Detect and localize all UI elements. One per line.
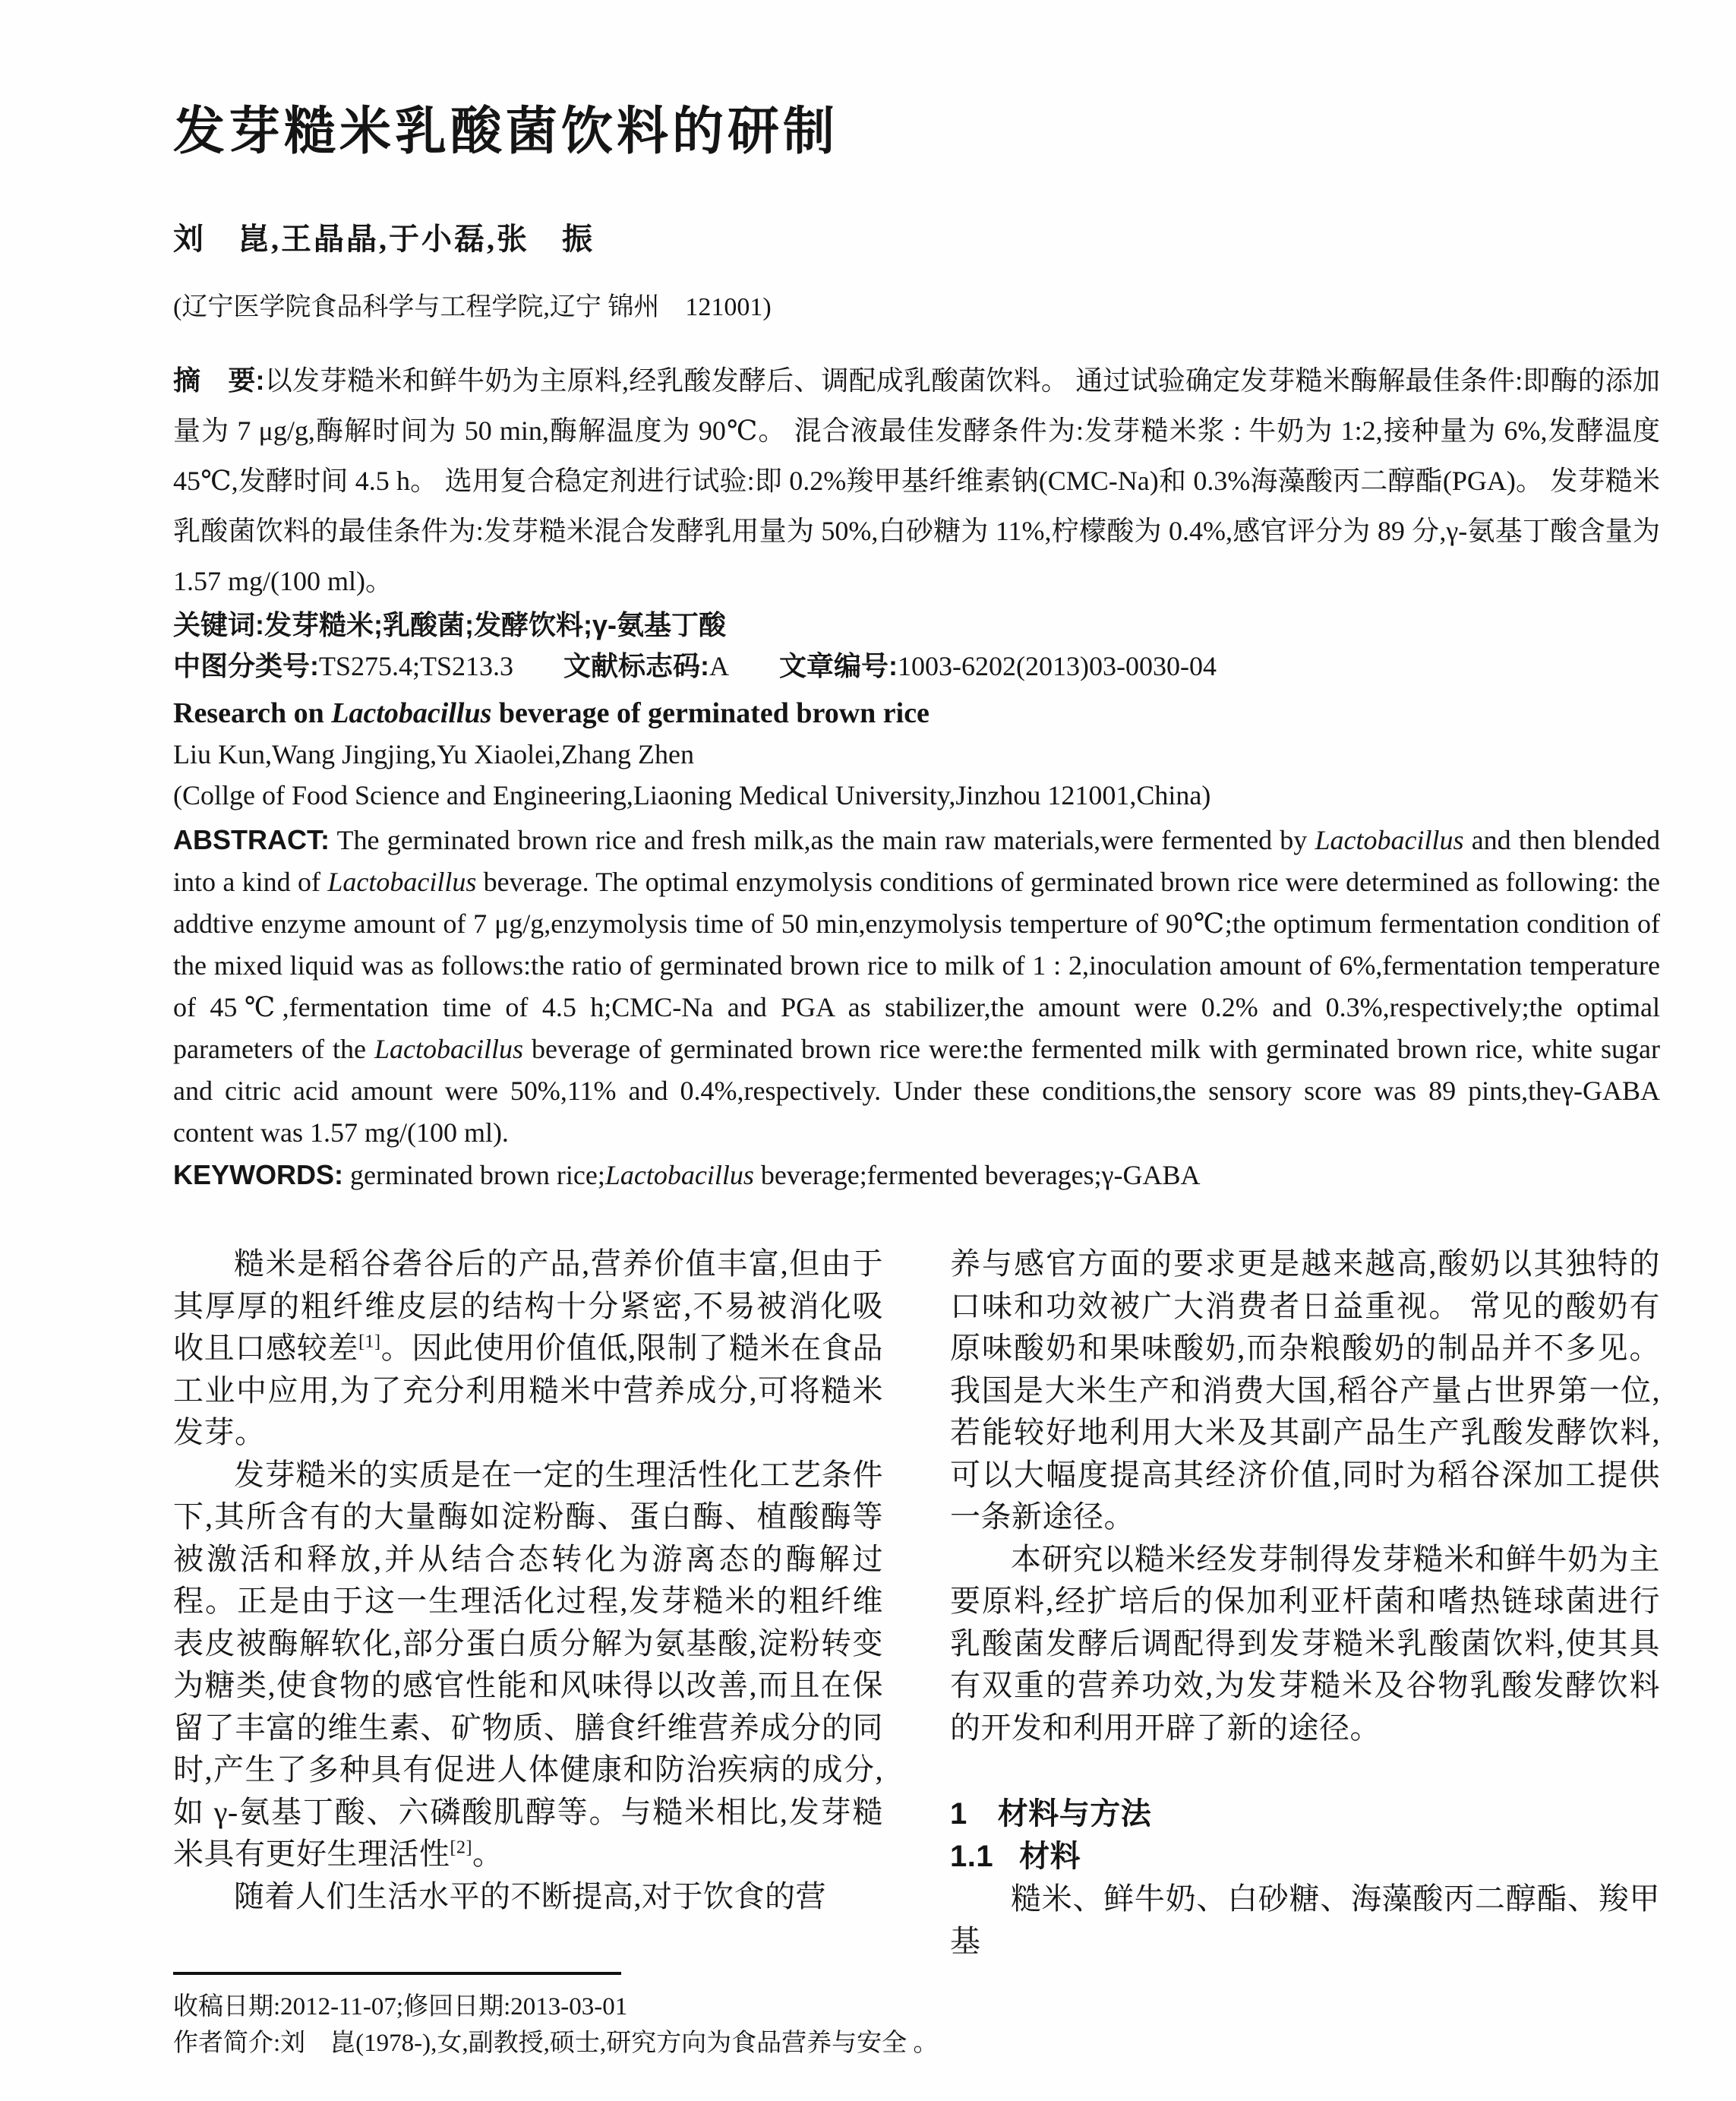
body-paragraph <box>173 1454 883 1875</box>
keywords-text-en <box>350 1160 1201 1190</box>
keywords-label-en: KEYWORDS: <box>173 1159 343 1190</box>
abstract-label-en: ABSTRACT: <box>173 824 330 855</box>
text-run: 糙米是稻谷砻谷后的产品,营养价值丰富,但由于其厚厚的粗纤维皮层的结构十分紧密,不易被消化吸收且口感较差 <box>173 1246 883 1365</box>
abstract-cn <box>173 355 1660 606</box>
text-run: Lactobacillus <box>374 1034 523 1064</box>
authors-en: Liu Kun,Wang Jingjing,Yu Xiaolei,Zhang Zhen <box>173 739 694 769</box>
clc-label: 中图分类号: <box>173 650 319 681</box>
body-columns <box>173 1243 1660 1969</box>
affiliation-cn: (辽宁医学院食品科学与工程学院,辽宁 锦州 121001) <box>173 293 772 321</box>
text-run: 。因此使用价值低,限制了糙米在食品工业中应用,为了充分利用糙米中营养成分,可将糙米发芽。 <box>173 1331 884 1449</box>
keywords-cn-block <box>173 605 1660 646</box>
text-run: germinated brown rice; <box>350 1160 605 1190</box>
article-id-label: 文章编号: <box>779 650 898 681</box>
body-paragraph <box>950 1538 1660 1749</box>
abstract-en <box>173 819 1660 1154</box>
abstract-cn-block <box>173 355 1660 606</box>
section-title: 材料与方法 <box>997 1797 1152 1831</box>
english-block <box>173 693 1660 1196</box>
section-heading-1-1 <box>950 1835 1660 1878</box>
authors-cn: 刘 崑,王晶晶,于小磊,张 振 <box>173 222 595 256</box>
subsection-number: 1.1 <box>950 1840 994 1873</box>
text-run: Lactobacillus <box>1315 825 1464 855</box>
text-run: beverage of germinated brown rice <box>491 697 930 729</box>
article-id-value: 1003-6202(2013)03-0030-04 <box>898 651 1217 681</box>
text-run: 糙米、鲜牛奶、白砂糖、海藻酸丙二醇酯、羧甲基 <box>950 1881 1660 1958</box>
text-run: 发芽糙米的实质是在一定的生理活性化工艺条件下,其所含有的大量酶如淀粉酶、蛋白酶、植酸酶等被激活和释放,并从结合态转化为游离态的酶解过程。正是由于这一生理活化过程,发芽糙米的粗纤维表皮被酶解软化,部分蛋白质分解为氨基酸,淀粉转变为糖类,使食物的感官性能和风味得以改善,而且在保留了丰富的维生素、矿物质、膳食纤维营养成分的同时,产生了多种具有促进人体健康和防治疾病的成分,如 γ-氨基丁酸、六磷酸肌醇等。与糙米相比,发芽糙米具有更好生理活性 <box>173 1457 883 1871</box>
doc-code-value: A <box>709 651 730 681</box>
text-run: Lactobacillus <box>331 697 492 729</box>
received-dates: 收稿日期:2012-11-07;修回日期:2013-03-01 <box>173 1993 628 2020</box>
abstract-label-cn: 摘 要: <box>173 365 265 396</box>
body-paragraph <box>173 1875 883 1918</box>
article-title-cn: 发芽糙米乳酸菌饮料的研制 <box>173 103 839 160</box>
keywords-cn <box>173 605 1660 646</box>
article-title-en <box>173 693 1660 734</box>
footnote-rule <box>173 1972 621 1975</box>
abstract-text-en <box>173 825 1660 1148</box>
text-run: Research on <box>173 697 332 729</box>
right-column <box>950 1243 1660 1969</box>
text-run: beverage;fermented beverages;γ-GABA <box>753 1160 1201 1190</box>
text-run: 随着人们生活水平的不断提高,对于饮食的营 <box>234 1878 826 1913</box>
left-column <box>173 1243 883 1969</box>
clc-value: TS275.4;TS213.3 <box>319 651 514 681</box>
text-run: 。 <box>472 1837 503 1871</box>
body-paragraph <box>950 1878 1660 1962</box>
footnote-block <box>173 1972 1660 2062</box>
text-run: [2] <box>450 1837 472 1858</box>
keywords-en <box>173 1154 1660 1196</box>
keywords-label-cn: 关键词: <box>173 609 264 640</box>
body-paragraph <box>173 1243 883 1454</box>
text-run: [1] <box>358 1332 381 1352</box>
text-run: The germinated brown rice and fresh milk,as the main raw materials,were fermented by <box>336 825 1315 855</box>
affiliation-en: (Collge of Food Science and Engineering,Liaoning Medical University,Jinzhou 121001,China) <box>173 780 1211 810</box>
text-run: beverage. The optimal enzymolysis conditions of germinated brown rice were determined as following: the addtive enzyme amount of 7 μg/g,enzymolysis time of 50 min,enzymolysis temperture of 90℃;the optimum fermentation condition of the mixed liquid was as follows:the ratio of germinated brown rice to milk of 1 : 2,inoculation amount of 6%,fermentation temperature of 45℃,fermentation time of 4.5 h;CMC-Na and PGA as stabilizer,the amount were 0.2% and 0.3%,respectively;the optimal parameters of the <box>173 867 1660 1064</box>
subsection-title: 材料 <box>1019 1840 1081 1873</box>
author-bio: 作者简介:刘 崑(1978-),女,副教授,硕士,研究方向为食品营养与安全 。 <box>173 2030 939 2057</box>
text-run: and then blended into a kind of <box>173 825 1661 897</box>
text-run: Lactobacillus <box>604 1160 754 1190</box>
section-number: 1 <box>950 1797 967 1831</box>
classification-block <box>173 646 1660 687</box>
abstract-text-cn: 以发芽糙米和鲜牛奶为主原料,经乳酸发酵后、调配成乳酸菌饮料。 通过试验确定发芽糙米酶解最佳条件:即酶的添加量为 7 μg/g,酶解时间为 50 min,酶解温度为 90℃。 混合液最佳发酵条件为:发芽糙米浆 : 牛奶为 1:2,接种量为 6%,发酵温度 45℃,发酵时间 4.5 h。 选用复合稳定剂进行试验:即 0.2%羧甲基纤维素钠(CMC-Na)和 0.3%海藻酸丙二醇酯(PGA)。 发芽糙米乳酸菌饮料的最佳条件为:发芽糙米混合发酵乳用量为 50%,白砂糖为 11%,柠檬酸为 0.4%,感官评分为 89 分,γ-氨基丁酸含量为 1.57 mg/(100 ml)。 <box>173 365 1660 596</box>
text-run: beverage of germinated brown rice were:the fermented milk with germinated brown rice, white sugar and citric acid amount were 50%,11% and 0.4%,respectively. Under these conditions,the sensory score was 89 pints,theγ-GABA content was 1.57 mg/(100 ml). <box>173 1034 1660 1148</box>
text-run: 养与感官方面的要求更是越来越高,酸奶以其独特的口味和功效被广大消费者日益重视。 常见的酸奶有原味酸奶和果味酸奶,而杂粮酸奶的制品并不多见。 我国是大米生产和消费大国,稻谷产量占世界第一位,若能较好地利用大米及其副产品生产乳酸发酵饮料,可以大幅度提高其经济价值,同时为稻谷深加工提供一条新途径。 <box>950 1246 1660 1534</box>
section-heading-1 <box>950 1793 1660 1835</box>
doc-code-label: 文献标志码: <box>563 650 710 681</box>
keywords-text-cn: 发芽糙米;乳酸菌;发酵饮料;γ-氨基丁酸 <box>264 609 726 640</box>
header-block <box>173 97 1660 166</box>
classification-line <box>173 646 1660 687</box>
text-run: Lactobacillus <box>327 867 477 897</box>
body-paragraph <box>950 1243 1660 1538</box>
text-run: 本研究以糙米经发芽制得发芽糙米和鲜牛奶为主要原料,经扩培后的保加利亚杆菌和嗜热链球菌进行乳酸菌发酵后调配得到发芽糙米乳酸菌饮料,使其具有双重的营养功效,为发芽糙米及谷物乳酸发酵饮料的开发和利用开辟了新的途径。 <box>950 1541 1660 1745</box>
